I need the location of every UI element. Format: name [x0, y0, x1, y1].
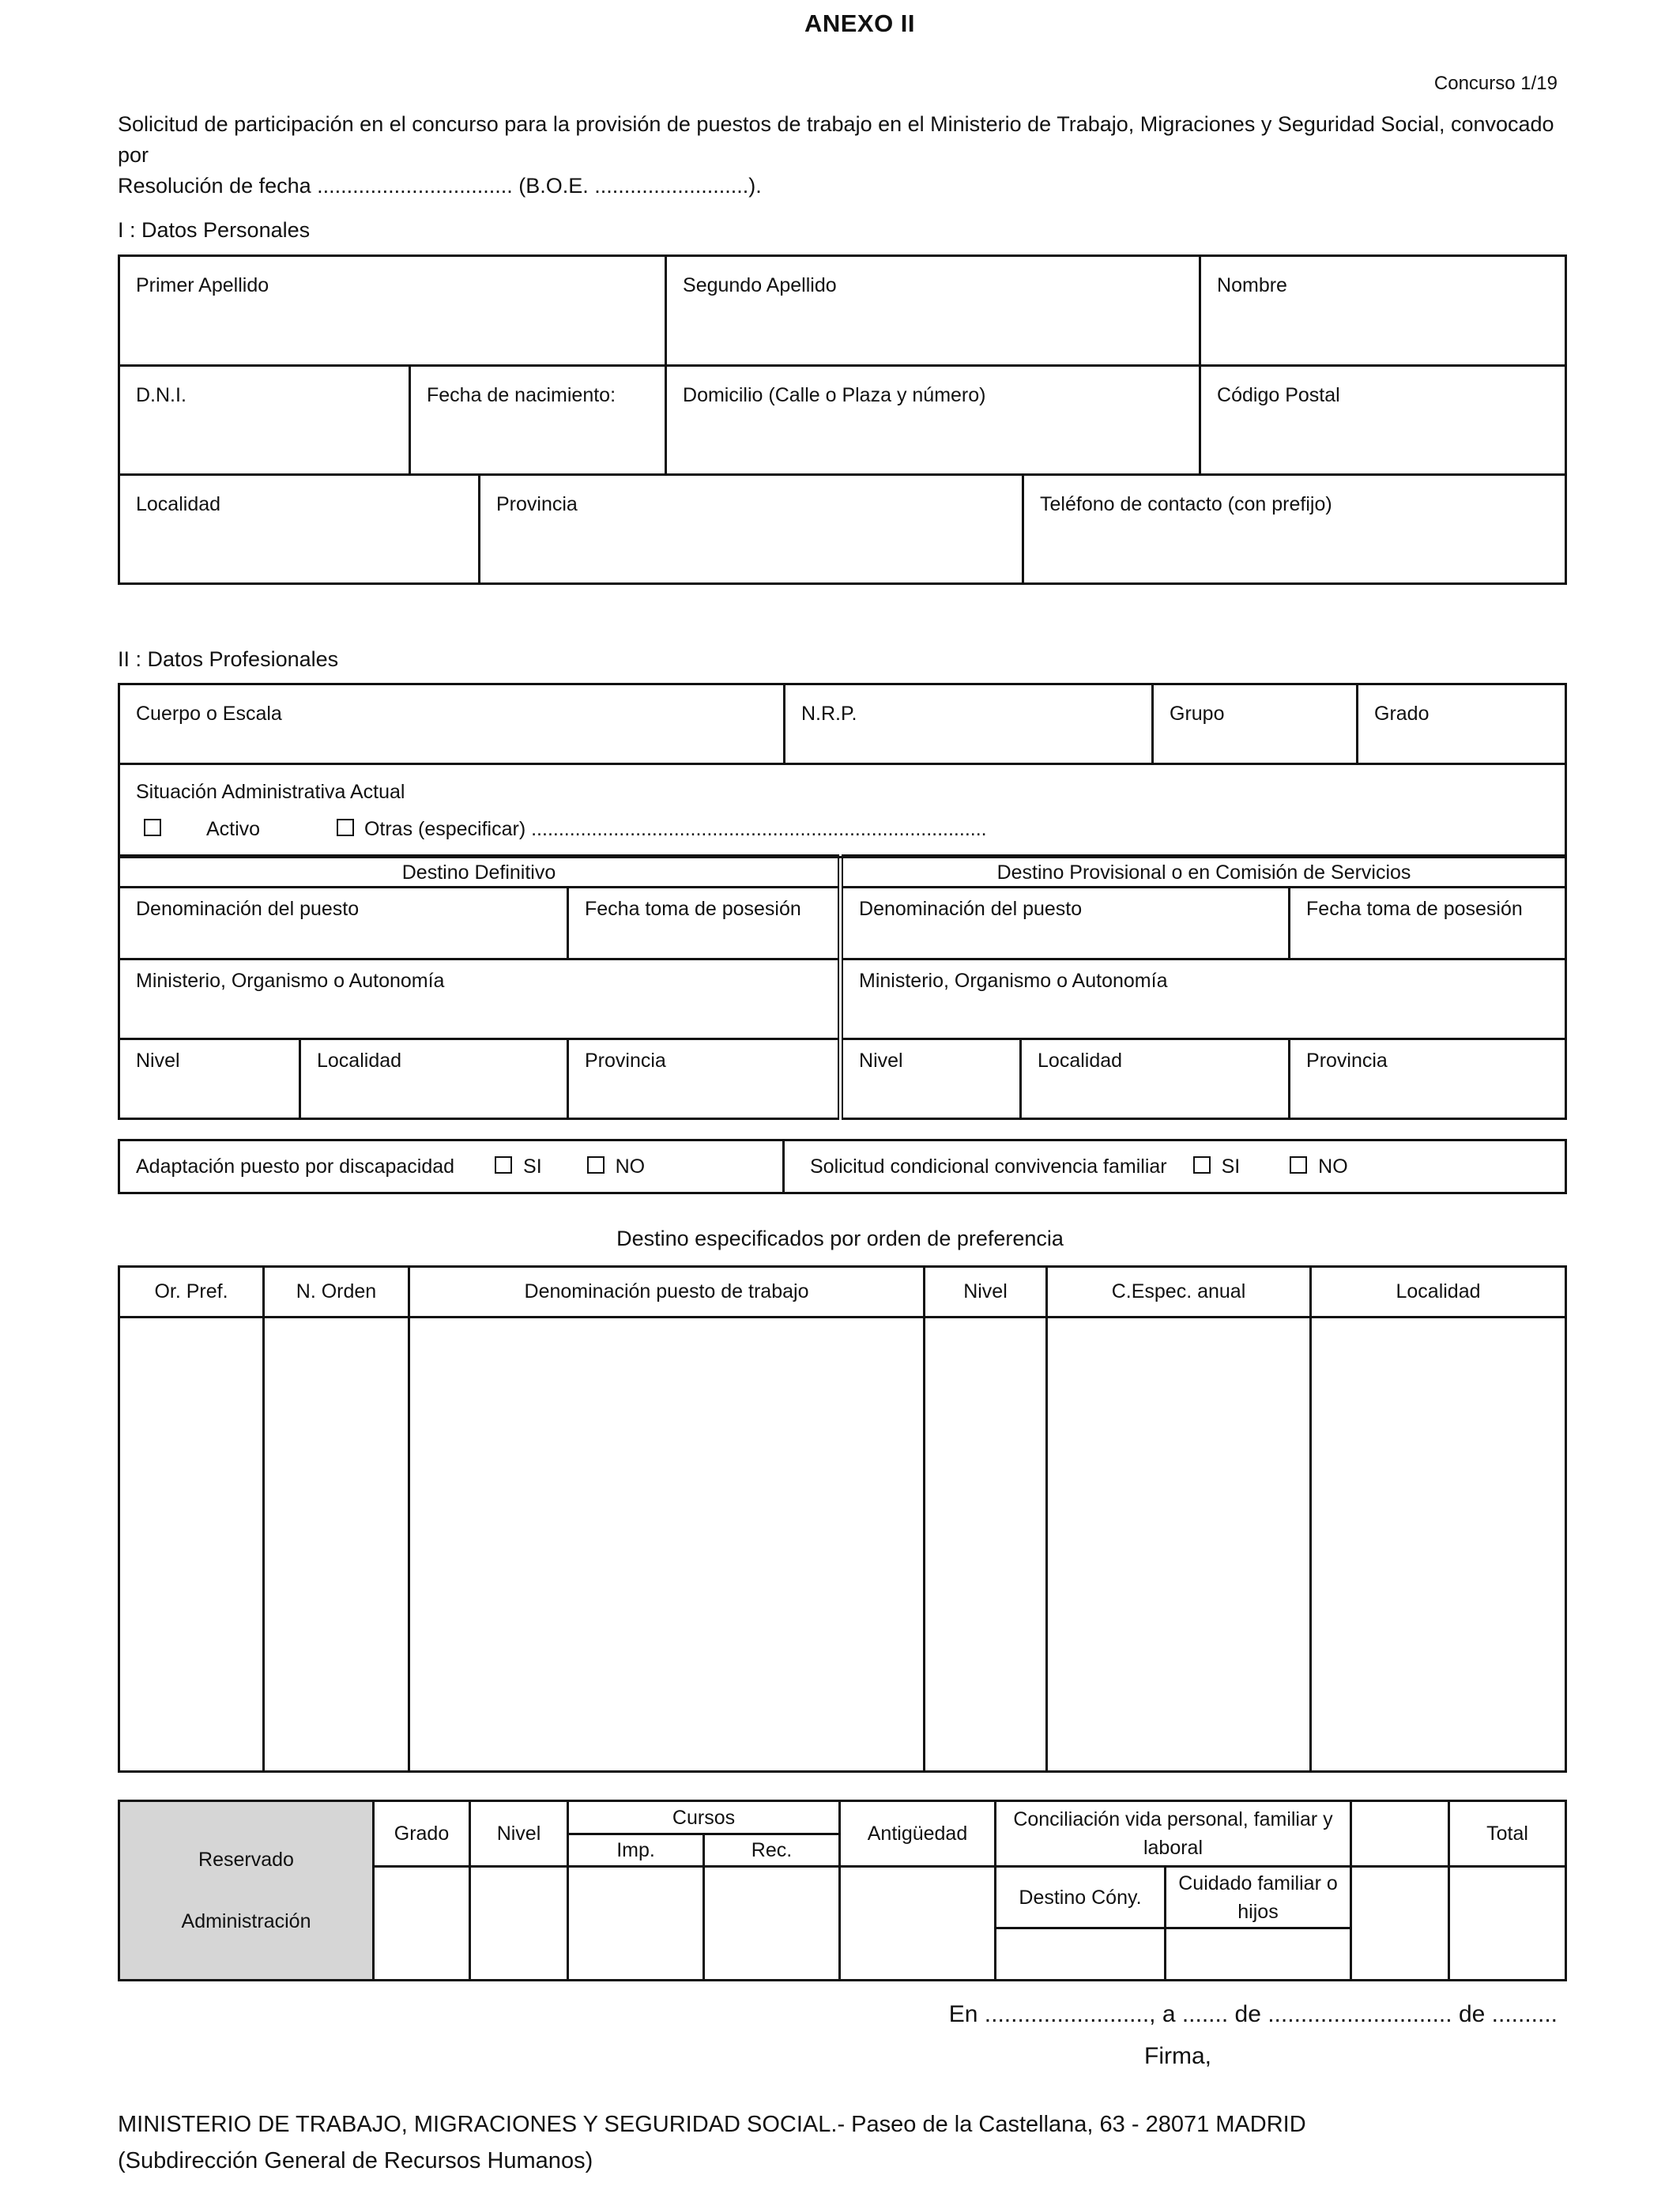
prov-nivel-field[interactable]: Nivel	[841, 1039, 1021, 1119]
col-denominacion: Denominación puesto de trabajo	[409, 1267, 925, 1318]
denominacion-cell[interactable]	[409, 1318, 925, 1772]
activo-checkbox[interactable]	[144, 819, 161, 836]
grado-value-cell[interactable]	[374, 1867, 470, 1981]
destino-cony-value-cell[interactable]	[996, 1928, 1166, 1981]
prov-ministerio-field[interactable]: Ministerio, Organismo o Autonomía	[841, 959, 1566, 1039]
destinos-table	[118, 1265, 1567, 1773]
primer-apellido-field[interactable]: Primer Apellido	[119, 256, 666, 366]
condicional-no-label: NO	[1318, 1155, 1348, 1178]
cuidado-familiar-value-cell[interactable]	[1166, 1928, 1351, 1981]
professional-data-table	[118, 683, 1567, 858]
def-provincia-field[interactable]: Provincia	[568, 1039, 841, 1119]
or-pref-cell[interactable]	[119, 1318, 264, 1772]
firma-label: Firma,	[1144, 2043, 1211, 2069]
destino-cony-header: Destino Cóny.	[996, 1867, 1166, 1928]
solicitud-condicional-cell	[784, 1140, 1566, 1193]
adaptacion-cell	[119, 1140, 784, 1193]
footer-ministry: MINISTERIO DE TRABAJO, MIGRACIONES Y SEGURIDAD SOCIAL.- Paseo de la Castellana, 63 - 28071 MADRID	[118, 2112, 1306, 2137]
prov-fecha-toma-field[interactable]: Fecha toma de posesión	[1290, 888, 1566, 959]
nivel-value-cell[interactable]	[470, 1867, 568, 1981]
prov-provincia-field[interactable]: Provincia	[1290, 1039, 1566, 1119]
c-espec-cell[interactable]	[1047, 1318, 1311, 1772]
def-ministerio-field[interactable]: Ministerio, Organismo o Autonomía	[119, 959, 841, 1039]
footer-subdireccion: (Subdirección General de Recursos Humanos)	[118, 2148, 593, 2173]
adaptacion-label: Adaptación puesto por discapacidad	[136, 1155, 455, 1178]
grupo-field[interactable]: Grupo	[1153, 684, 1358, 764]
section-professional-heading: II : Datos Profesionales	[118, 647, 339, 671]
def-nivel-field[interactable]: Nivel	[119, 1039, 300, 1119]
solicitud-condicional-label: Solicitud condicional convivencia familiar	[810, 1155, 1167, 1178]
otras-checkbox[interactable]	[337, 819, 354, 836]
page-title: ANEXO II	[804, 9, 916, 37]
col-or-pref: Or. Pref.	[119, 1267, 264, 1318]
col-nivel: Nivel	[925, 1267, 1047, 1318]
condicional-si-checkbox[interactable]	[1193, 1156, 1211, 1174]
antiguedad-value-cell[interactable]	[840, 1867, 996, 1981]
n-orden-cell[interactable]	[264, 1318, 409, 1772]
blank-value-cell[interactable]	[1351, 1867, 1449, 1981]
grado-field[interactable]: Grado	[1358, 684, 1566, 764]
situacion-options	[136, 818, 1549, 841]
nivel-header: Nivel	[470, 1801, 568, 1867]
def-denominacion-field[interactable]: Denominación del puesto	[119, 888, 568, 959]
rec-header: Rec.	[704, 1834, 840, 1867]
adaptacion-no-checkbox[interactable]	[587, 1156, 605, 1174]
condicional-no-checkbox[interactable]	[1290, 1156, 1307, 1174]
nombre-field[interactable]: Nombre	[1200, 256, 1566, 366]
nivel-cell[interactable]	[925, 1318, 1047, 1772]
cuidado-familiar-header: Cuidado familiar o hijos	[1166, 1867, 1351, 1928]
reservado-label: Reservado	[198, 1849, 294, 1871]
concurso-number: Concurso 1/19	[1433, 73, 1558, 94]
localidad-cell[interactable]	[1311, 1318, 1566, 1772]
administracion-label: Administración	[181, 1910, 311, 1932]
col-localidad: Localidad	[1311, 1267, 1566, 1318]
cuerpo-escala-field[interactable]: Cuerpo o Escala	[119, 684, 785, 764]
total-header: Total	[1449, 1801, 1566, 1867]
signature-line: En ........................., a ....... de ............................ de ..........	[948, 2001, 1558, 2027]
destino-table	[118, 854, 1567, 1120]
total-value-cell[interactable]	[1449, 1867, 1566, 1981]
adaptacion-si-checkbox[interactable]	[495, 1156, 512, 1174]
otras-label: Otras (especificar) ...................................................................................	[363, 818, 987, 840]
intro-text	[118, 109, 1564, 202]
prov-denominacion-field[interactable]: Denominación del puesto	[841, 888, 1290, 959]
personal-data-table	[118, 254, 1567, 585]
destino-provisional-header: Destino Provisional o en Comisión de Servicios	[841, 856, 1566, 888]
blank-header	[1351, 1801, 1449, 1867]
dni-field[interactable]: D.N.I.	[119, 366, 410, 475]
cursos-header: Cursos	[568, 1801, 840, 1834]
admin-table	[118, 1800, 1567, 1981]
situacion-label: Situación Administrativa Actual	[136, 781, 405, 803]
def-fecha-toma-field[interactable]: Fecha toma de posesión	[568, 888, 841, 959]
activo-label: Activo	[205, 818, 261, 840]
def-localidad-field[interactable]: Localidad	[300, 1039, 568, 1119]
destinos-heading: Destino especificados por orden de preferencia	[616, 1227, 1064, 1250]
telefono-field[interactable]: Teléfono de contacto (con prefijo)	[1023, 475, 1566, 584]
segundo-apellido-field[interactable]: Segundo Apellido	[666, 256, 1200, 366]
nrp-field[interactable]: N.R.P.	[785, 684, 1153, 764]
adaptacion-no-label: NO	[615, 1155, 646, 1178]
imp-value-cell[interactable]	[568, 1867, 704, 1981]
grado-header: Grado	[374, 1801, 470, 1867]
codigo-postal-field[interactable]: Código Postal	[1200, 366, 1566, 475]
condicional-si-label: SI	[1221, 1155, 1241, 1178]
reservado-administracion-cell	[119, 1801, 374, 1981]
imp-header: Imp.	[568, 1834, 704, 1867]
conciliacion-header: Conciliación vida personal, familiar y laboral	[996, 1801, 1351, 1867]
localidad-field[interactable]: Localidad	[119, 475, 480, 584]
adaptacion-si-label: SI	[523, 1155, 542, 1178]
provincia-field[interactable]: Provincia	[480, 475, 1023, 584]
intro-line-2: Resolución de fecha ................................. (B.O.E. ..........................).	[118, 174, 762, 198]
prov-localidad-field[interactable]: Localidad	[1021, 1039, 1290, 1119]
rec-value-cell[interactable]	[704, 1867, 840, 1981]
section-personal-heading: I : Datos Personales	[118, 218, 311, 242]
situacion-administrativa-cell	[119, 764, 1566, 858]
fecha-nacimiento-field[interactable]: Fecha de nacimiento:	[410, 366, 666, 475]
col-c-espec: C.Espec. anual	[1047, 1267, 1311, 1318]
domicilio-field[interactable]: Domicilio (Calle o Plaza y número)	[666, 366, 1200, 475]
col-n-orden: N. Orden	[264, 1267, 409, 1318]
destino-definitivo-header: Destino Definitivo	[119, 856, 841, 888]
antiguedad-header: Antigüedad	[840, 1801, 996, 1867]
conditions-table	[118, 1139, 1567, 1194]
intro-line-1: Solicitud de participación en el concurso para la provisión de puestos de trabajo en el Ministerio de Trabajo, Migraciones y Seguridad Social, convocado por	[118, 112, 1554, 167]
